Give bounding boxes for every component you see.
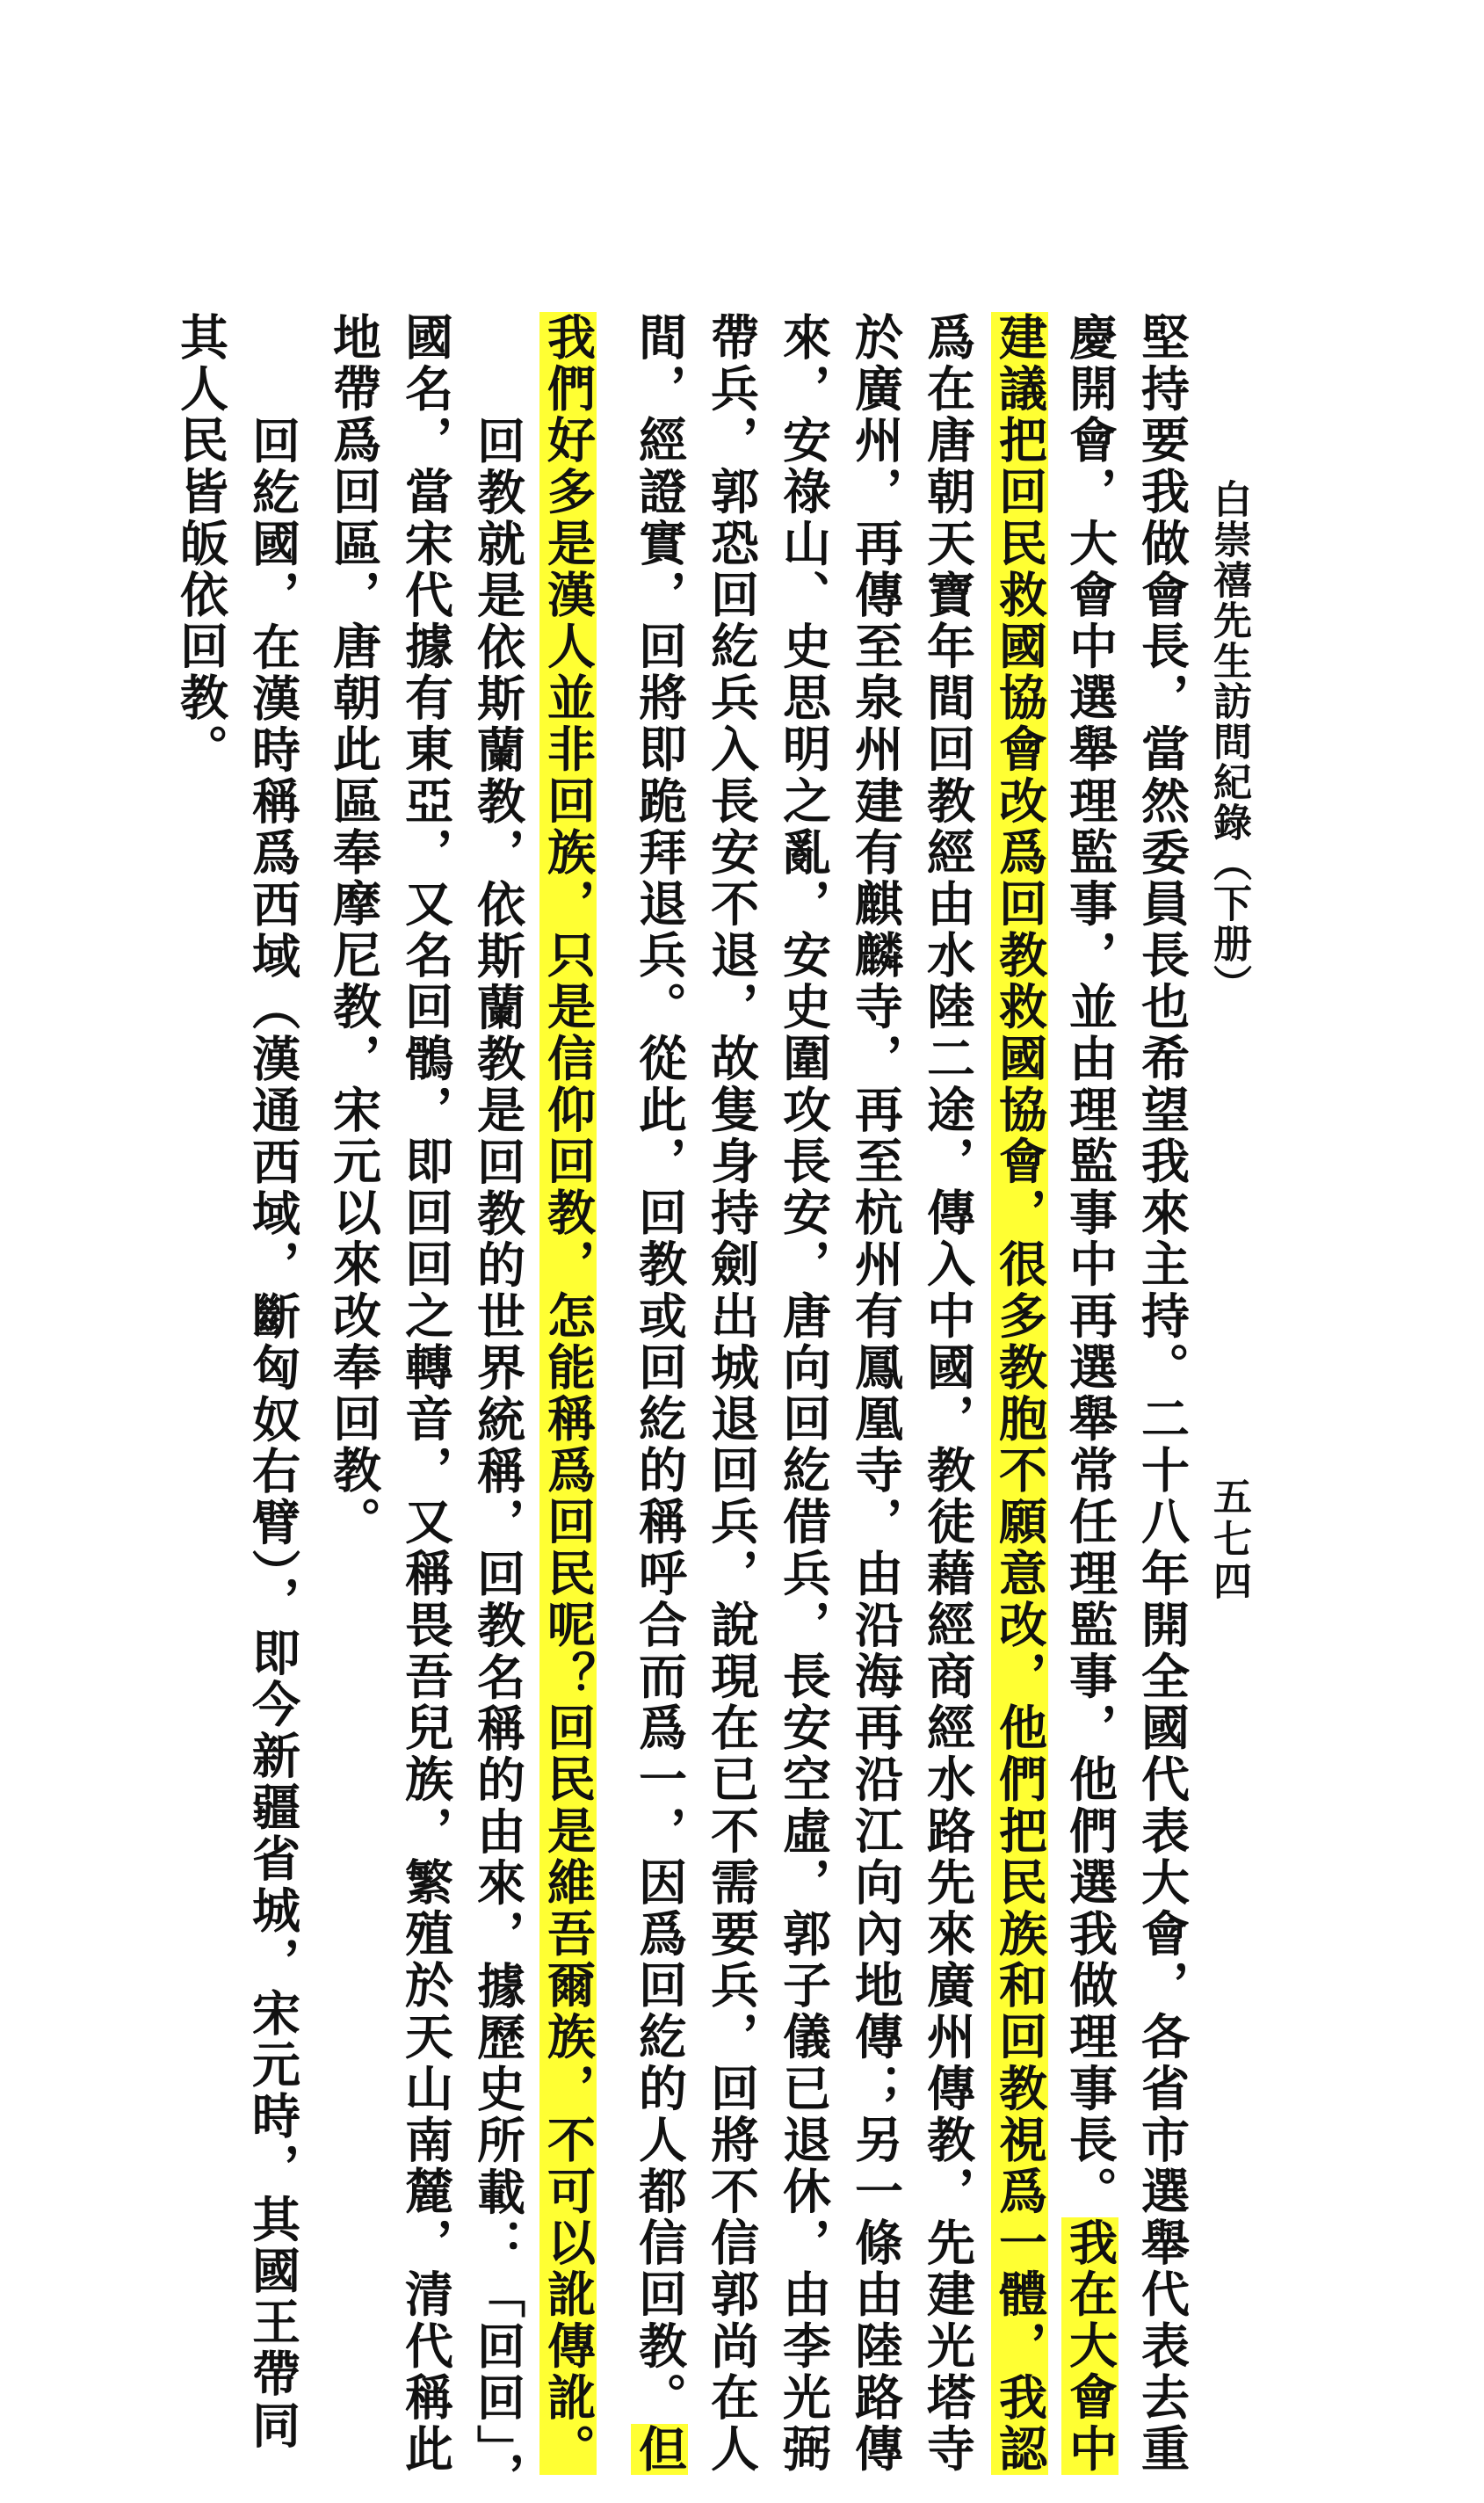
column-text: 帶兵，郭恐回紇兵入長安不退，故隻身持劍出城退回兵，說現在已不需要兵，回將不信郭尚在人 xyxy=(703,312,760,2476)
text-column xyxy=(773,312,833,2476)
book-title: 白崇禧先生訪問紀錄（下册） xyxy=(1206,479,1251,1005)
highlighted-text: 我們好多是漢人並非回族，只是信仰回教，怎能稱爲回民呢？回民是維吾爾族，不可以訛傳訛。 xyxy=(539,312,597,2476)
column-text: 間，經證實，回將即跪拜退兵。從此，回教或回紇的稱呼合而爲一，因爲回紇的人都信回教。 xyxy=(631,312,688,2424)
column-text: 慶開會，大會中選舉理監事，並由理監事中再選舉常任理監事，他們選我做理事長。 xyxy=(1061,312,1118,2218)
text-column xyxy=(323,312,383,1947)
column-text: 堅持要我做會長，當然委員長也希望我來主持。二十八年開全國代表大會，各省市選舉代表去重 xyxy=(1133,312,1191,2476)
column-text: 地帶爲回區，唐朝此區奉摩尼教，宋元以來改奉回教。 xyxy=(325,312,382,1549)
text-column xyxy=(170,312,230,1947)
text-column xyxy=(701,312,761,2476)
text-column xyxy=(1060,312,1119,2476)
highlighted-text: 我在大會中 xyxy=(1061,2217,1118,2476)
text-column xyxy=(538,312,597,2476)
text-column xyxy=(917,312,977,2476)
page-number: 五七四 xyxy=(1206,1476,1251,1603)
column-text: 於廣州，再傳至泉州建有麒麟寺，再至杭州有鳳凰寺，由沿海再沿江向內地傳；另一條由陸路傳 xyxy=(847,312,904,2476)
column-text: 其人民皆皈依回教。 xyxy=(172,312,229,776)
column-text: 爲在唐朝天寶年間回教經由水陸二途，傳入中國，教徒藉經商經水路先來廣州傳教，先建光塔寺 xyxy=(919,312,976,2476)
text-column xyxy=(989,312,1049,2476)
highlighted-text: 建議把回民救國協會改爲回教救國協會，很多教胞不願意改，他們把民族和回教視爲一體，我認 xyxy=(991,312,1048,2476)
text-column xyxy=(845,312,905,2476)
column-text: 回教就是依斯蘭教，依斯蘭教是回教的世界統稱，回教名稱的由來，據歷史所載：「回回」， xyxy=(469,416,526,2503)
text-column xyxy=(1132,312,1191,2476)
column-text: 來，安祿山、史思明之亂，安史圍攻長安，唐向回紇借兵，長安空虛，郭子儀已退休，由李光弼 xyxy=(775,312,832,2476)
highlighted-text: 但 xyxy=(631,2423,688,2476)
column-text: 國名，當宋代據有東亞，又名回鶻，即回回之轉音，又稱畏吾兒族，繁殖於天山南麓，清代稱此 xyxy=(397,312,454,2476)
text-column xyxy=(243,312,302,2452)
text-column xyxy=(467,312,527,2503)
text-column xyxy=(629,312,689,2476)
column-text: 回紇國，在漢時稱爲西域（漢通西域，斷匈奴右臂），即今新疆省城，宋元時，其國王帶同 xyxy=(244,416,301,2452)
text-column xyxy=(395,312,455,2476)
